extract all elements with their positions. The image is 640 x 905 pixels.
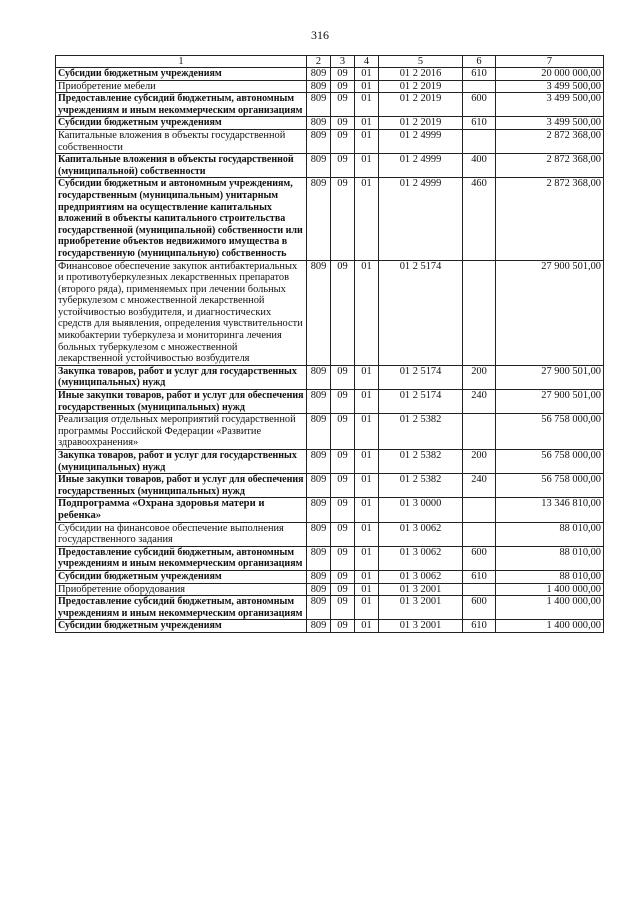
row-code-cell: 809	[307, 546, 331, 570]
row-expense-type-cell: 200	[463, 365, 496, 389]
column-header: 5	[379, 56, 463, 68]
table-row	[56, 596, 604, 620]
row-expense-type-cell	[463, 583, 496, 596]
row-amount-cell: 27 900 501,00	[496, 390, 604, 414]
row-code-cell: 809	[307, 583, 331, 596]
row-section-cell: 09	[331, 546, 355, 570]
row-subsection-cell: 01	[355, 117, 379, 130]
row-subsection-cell: 01	[355, 498, 379, 522]
row-section-cell: 09	[331, 80, 355, 93]
row-name-cell: Реализация отдельных мероприятий государственной программы Российской Федерации «Развитие здравоохранения»	[56, 414, 307, 450]
row-target-article-cell: 01 2 4999	[379, 154, 463, 178]
row-name-cell: Субсидии бюджетным учреждениям	[56, 620, 307, 633]
row-section-cell: 09	[331, 365, 355, 389]
row-section-cell: 09	[331, 93, 355, 117]
row-subsection-cell: 01	[355, 154, 379, 178]
row-amount-cell: 2 872 368,00	[496, 154, 604, 178]
column-header: 6	[463, 56, 496, 68]
table-row	[56, 117, 604, 130]
row-subsection-cell: 01	[355, 450, 379, 474]
row-expense-type-cell: 610	[463, 570, 496, 583]
table-row	[56, 154, 604, 178]
row-section-cell: 09	[331, 583, 355, 596]
row-code-cell: 809	[307, 129, 331, 153]
column-header: 2	[307, 56, 331, 68]
row-subsection-cell: 01	[355, 522, 379, 546]
row-target-article-cell: 01 2 2019	[379, 80, 463, 93]
row-target-article-cell: 01 2 2016	[379, 68, 463, 81]
row-subsection-cell: 01	[355, 68, 379, 81]
row-amount-cell: 1 400 000,00	[496, 583, 604, 596]
row-subsection-cell: 01	[355, 583, 379, 596]
row-code-cell: 809	[307, 178, 331, 260]
row-expense-type-cell	[463, 260, 496, 365]
row-target-article-cell: 01 3 0062	[379, 570, 463, 583]
table-row	[56, 93, 604, 117]
row-target-article-cell: 01 3 2001	[379, 620, 463, 633]
table-row	[56, 390, 604, 414]
row-target-article-cell: 01 3 0062	[379, 522, 463, 546]
row-name-cell: Закупка товаров, работ и услуг для государственных (муниципальных) нужд	[56, 365, 307, 389]
row-target-article-cell: 01 2 4999	[379, 178, 463, 260]
row-subsection-cell: 01	[355, 546, 379, 570]
row-target-article-cell: 01 3 0062	[379, 546, 463, 570]
row-amount-cell: 3 499 500,00	[496, 117, 604, 130]
row-subsection-cell: 01	[355, 365, 379, 389]
row-expense-type-cell: 610	[463, 68, 496, 81]
row-expense-type-cell	[463, 522, 496, 546]
row-expense-type-cell: 610	[463, 117, 496, 130]
row-section-cell: 09	[331, 178, 355, 260]
row-target-article-cell: 01 2 4999	[379, 129, 463, 153]
column-header: 3	[331, 56, 355, 68]
row-expense-type-cell: 460	[463, 178, 496, 260]
row-amount-cell: 2 872 368,00	[496, 178, 604, 260]
row-code-cell: 809	[307, 570, 331, 583]
row-amount-cell: 2 872 368,00	[496, 129, 604, 153]
table-row	[56, 68, 604, 81]
row-target-article-cell: 01 3 2001	[379, 596, 463, 620]
row-target-article-cell: 01 2 2019	[379, 117, 463, 130]
row-expense-type-cell	[463, 80, 496, 93]
row-name-cell: Предоставление субсидий бюджетным, автономным учреждениям и иным некоммерческим организациям	[56, 93, 307, 117]
row-subsection-cell: 01	[355, 129, 379, 153]
row-section-cell: 09	[331, 596, 355, 620]
row-target-article-cell: 01 3 2001	[379, 583, 463, 596]
row-amount-cell: 13 346 810,00	[496, 498, 604, 522]
column-header: 1	[56, 56, 307, 68]
row-expense-type-cell: 240	[463, 474, 496, 498]
table-row	[56, 129, 604, 153]
row-section-cell: 09	[331, 474, 355, 498]
row-name-cell: Субсидии на финансовое обеспечение выполнения государственного задания	[56, 522, 307, 546]
table-row	[56, 498, 604, 522]
row-subsection-cell: 01	[355, 80, 379, 93]
table-row	[56, 583, 604, 596]
row-target-article-cell: 01 2 5174	[379, 260, 463, 365]
table-row	[56, 450, 604, 474]
row-name-cell: Приобретение оборудования	[56, 583, 307, 596]
column-header: 4	[355, 56, 379, 68]
row-code-cell: 809	[307, 80, 331, 93]
table-row	[56, 260, 604, 365]
row-section-cell: 09	[331, 129, 355, 153]
table-row	[56, 474, 604, 498]
row-code-cell: 809	[307, 93, 331, 117]
row-subsection-cell: 01	[355, 178, 379, 260]
budget-table	[55, 55, 604, 633]
table-row	[56, 80, 604, 93]
row-expense-type-cell	[463, 414, 496, 450]
row-amount-cell: 56 758 000,00	[496, 450, 604, 474]
row-code-cell: 809	[307, 260, 331, 365]
table-row	[56, 522, 604, 546]
row-section-cell: 09	[331, 522, 355, 546]
row-code-cell: 809	[307, 117, 331, 130]
row-code-cell: 809	[307, 365, 331, 389]
row-section-cell: 09	[331, 390, 355, 414]
row-subsection-cell: 01	[355, 260, 379, 365]
row-section-cell: 09	[331, 154, 355, 178]
row-section-cell: 09	[331, 414, 355, 450]
row-section-cell: 09	[331, 68, 355, 81]
row-section-cell: 09	[331, 620, 355, 633]
row-expense-type-cell	[463, 498, 496, 522]
row-amount-cell: 27 900 501,00	[496, 365, 604, 389]
row-expense-type-cell: 600	[463, 93, 496, 117]
row-name-cell: Подпрограмма «Охрана здоровья матери и ребенка»	[56, 498, 307, 522]
row-code-cell: 809	[307, 450, 331, 474]
row-expense-type-cell: 240	[463, 390, 496, 414]
row-subsection-cell: 01	[355, 596, 379, 620]
row-subsection-cell: 01	[355, 414, 379, 450]
row-amount-cell: 3 499 500,00	[496, 93, 604, 117]
row-name-cell: Предоставление субсидий бюджетным, автономным учреждениям и иным некоммерческим организациям	[56, 596, 307, 620]
row-code-cell: 809	[307, 390, 331, 414]
table-row	[56, 414, 604, 450]
row-subsection-cell: 01	[355, 390, 379, 414]
row-code-cell: 809	[307, 474, 331, 498]
table-row	[56, 178, 604, 260]
row-name-cell: Капитальные вложения в объекты государственной собственности	[56, 129, 307, 153]
row-target-article-cell: 01 2 5382	[379, 474, 463, 498]
row-expense-type-cell: 600	[463, 546, 496, 570]
row-code-cell: 809	[307, 498, 331, 522]
row-target-article-cell: 01 2 5174	[379, 390, 463, 414]
row-name-cell: Иные закупки товаров, работ и услуг для обеспечения государственных (муниципальных) нужд	[56, 474, 307, 498]
table-row	[56, 365, 604, 389]
row-code-cell: 809	[307, 414, 331, 450]
row-amount-cell: 1 400 000,00	[496, 596, 604, 620]
row-expense-type-cell: 400	[463, 154, 496, 178]
row-subsection-cell: 01	[355, 570, 379, 583]
row-code-cell: 809	[307, 154, 331, 178]
row-target-article-cell: 01 2 5382	[379, 414, 463, 450]
row-expense-type-cell: 600	[463, 596, 496, 620]
row-target-article-cell: 01 2 2019	[379, 93, 463, 117]
row-name-cell: Субсидии бюджетным учреждениям	[56, 68, 307, 81]
table-row	[56, 546, 604, 570]
row-code-cell: 809	[307, 596, 331, 620]
row-section-cell: 09	[331, 117, 355, 130]
row-name-cell: Капитальные вложения в объекты государственной (муниципальной) собственности	[56, 154, 307, 178]
row-expense-type-cell: 610	[463, 620, 496, 633]
row-subsection-cell: 01	[355, 93, 379, 117]
row-name-cell: Предоставление субсидий бюджетным, автономным учреждениям и иным некоммерческим организациям	[56, 546, 307, 570]
page-number: 316	[311, 28, 329, 42]
table-row	[56, 620, 604, 633]
header-row	[56, 56, 604, 68]
row-code-cell: 809	[307, 68, 331, 81]
row-section-cell: 09	[331, 498, 355, 522]
row-code-cell: 809	[307, 522, 331, 546]
row-amount-cell: 27 900 501,00	[496, 260, 604, 365]
row-name-cell: Субсидии бюджетным и автономным учреждениям, государственным (муниципальным) унитарным предприятиям на осуществление капитальных вложений в объекты капитального строительства государственной (муниципальной) собственности или приобретение объектов недвижимого имущества в государственную (муниципальную) собственность	[56, 178, 307, 260]
row-amount-cell: 20 000 000,00	[496, 68, 604, 81]
row-target-article-cell: 01 2 5174	[379, 365, 463, 389]
row-amount-cell: 1 400 000,00	[496, 620, 604, 633]
row-amount-cell: 88 010,00	[496, 546, 604, 570]
row-name-cell: Субсидии бюджетным учреждениям	[56, 117, 307, 130]
row-name-cell: Приобретение мебели	[56, 80, 307, 93]
row-subsection-cell: 01	[355, 474, 379, 498]
row-name-cell: Субсидии бюджетным учреждениям	[56, 570, 307, 583]
row-target-article-cell: 01 2 5382	[379, 450, 463, 474]
row-expense-type-cell	[463, 129, 496, 153]
table-row	[56, 570, 604, 583]
row-amount-cell: 3 499 500,00	[496, 80, 604, 93]
row-target-article-cell: 01 3 0000	[379, 498, 463, 522]
row-section-cell: 09	[331, 570, 355, 583]
row-name-cell: Финансовое обеспечение закупок антибактериальных и противотуберкулезных лекарственных препаратов (второго ряда), применяемых при лечении больных туберкулезом с множественной лекарственной устойчивостью возбудителя, и диагностических средств для выявления, определения чувствительности микобактерии туберкулеза и мониторинга лечения больных туберкулезом с множественной лекарственной устойчивостью возбудителя	[56, 260, 307, 365]
row-name-cell: Закупка товаров, работ и услуг для государственных (муниципальных) нужд	[56, 450, 307, 474]
row-amount-cell: 88 010,00	[496, 570, 604, 583]
column-header: 7	[496, 56, 604, 68]
row-section-cell: 09	[331, 450, 355, 474]
row-amount-cell: 56 758 000,00	[496, 414, 604, 450]
row-amount-cell: 88 010,00	[496, 522, 604, 546]
row-expense-type-cell: 200	[463, 450, 496, 474]
row-amount-cell: 56 758 000,00	[496, 474, 604, 498]
row-subsection-cell: 01	[355, 620, 379, 633]
row-code-cell: 809	[307, 620, 331, 633]
row-name-cell: Иные закупки товаров, работ и услуг для обеспечения государственных (муниципальных) нужд	[56, 390, 307, 414]
row-section-cell: 09	[331, 260, 355, 365]
